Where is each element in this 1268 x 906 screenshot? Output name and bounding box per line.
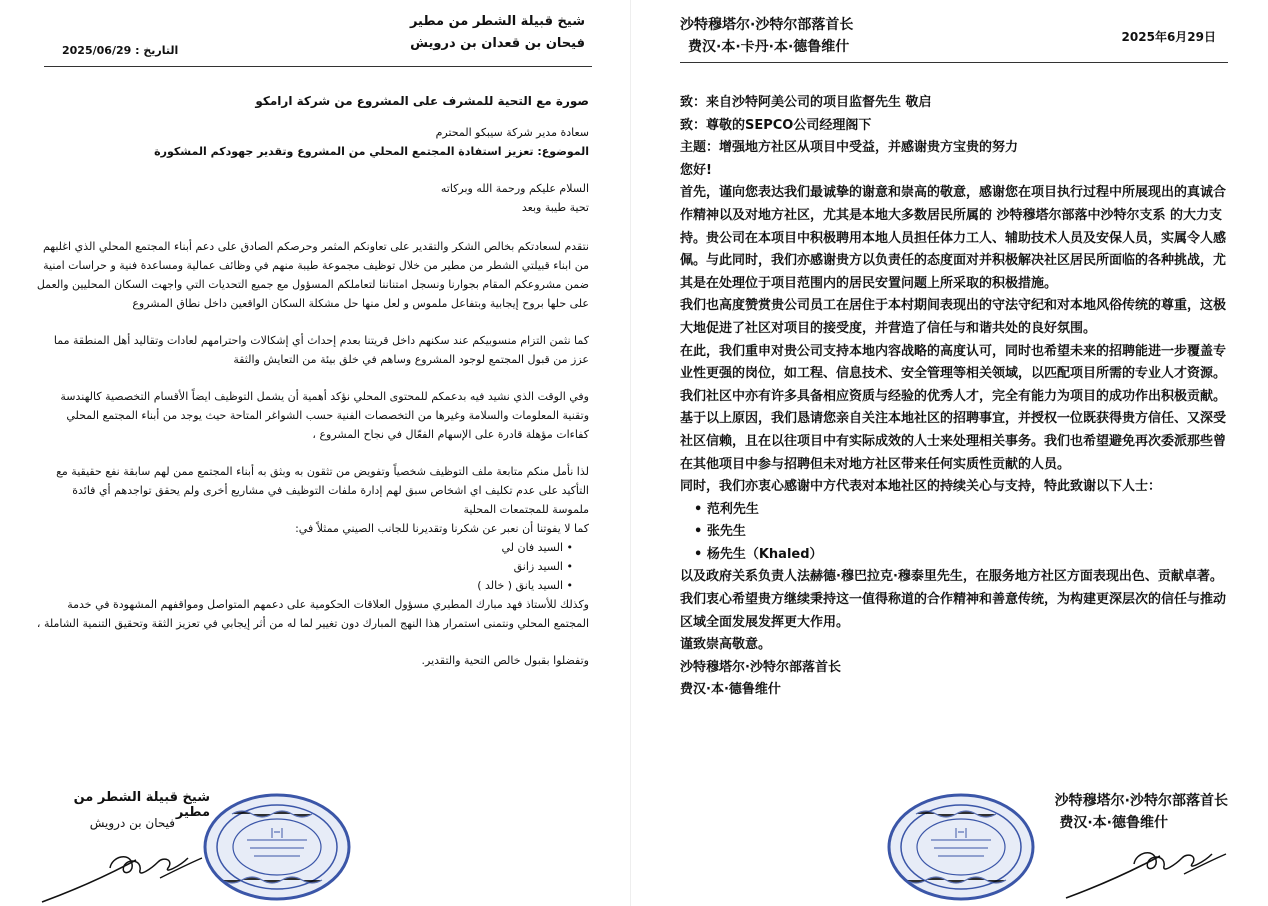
thanks-list	[34, 538, 589, 595]
signature-title: 沙特穆塔尔·沙特尔部落首长	[1054, 793, 1228, 809]
chinese-letter-page	[640, 0, 1268, 906]
header-name-line2: فيحان بن قعدان بن درويش	[410, 36, 585, 51]
addressee: سعادة مدير شركة سيبكو المحترم	[435, 126, 589, 139]
list-item: • 范利先生	[694, 499, 1230, 522]
paragraph-4: 基于以上原因，我们恳请您亲自关注本地社区的招聘事宜，并授权一位既获得贵方信任、又深受社区信赖，且在以往项目中有实际成效的人士来处理相关事务。我们也希望避免再次委派那些曾在其他项目中参与招聘但未对地方社区带来任何实质性贡献的人员。	[680, 411, 1227, 472]
subject: الموضوع: تعزيز استفادة المجتمع المحلي من المشروع وتقدير جهودكم المشكورة	[154, 145, 589, 158]
header-rule	[680, 62, 1228, 63]
official-stamp	[886, 792, 1036, 902]
paragraph-5: 同时，我们亦衷心感谢中方代表对本地社区的持续关心与支持，特此致谢以下人士：	[680, 479, 1162, 495]
header-name-line1: شيخ قبيلة الشطر من مطير	[409, 14, 585, 29]
paragraph-1: 首先，谨向您表达我们最诚挚的谢意和崇高的敬意，感谢您在项目执行过程中所展现出的真诚合作精神以及对地方社区，尤其是本地大多数居民所属的 沙特穆塔尔部落中沙特尔支系 的大力支持。贵公司在本项目中积极聘用本地人员担任体力工人、辅助技术人员及安保人员，实属令人感佩。与此同时，我们亦感谢贵方以负责任的态度面对并积极解决社区居民所面临的各种挑战，尤其是在处理位于项目范围内的居民安置问题上所采取的积极措施。	[680, 185, 1227, 291]
letter-body	[34, 92, 589, 670]
paragraph-6: وكذلك للأستاذ فهد مبارك المطيري مسؤول العلاقات الحكومية على دعمهم المتواصل ومواقفهم المشهودة في خدمة المجتمع المحلي ونتمنى استمرار هذا النهج المبارك دون تغيير لما له من أثر إيجابي في تعزيز الثقة وتحقيق التنمية الشاملة ،	[36, 598, 589, 630]
paragraph-4: لذا نأمل منكم متابعة ملف التوظيف شخصياً وتفويض من تثقون به وبثق به أبناء المجتمع ممن لهم سابقة نفع حقيقية مع التأكيد على عدم تكليف اي اشخاص سبق لهم إدارة ملفات التوظيف في مشاريع أخرى ولم يحقق تواجدهم أي فائدة ملموسة للمجتمعات المحلية	[56, 465, 589, 516]
letter-body	[680, 92, 1230, 702]
paragraph-1: نتقدم لسعادتكم بخالص الشكر والتقدير على تعاونكم المثمر وحرصكم الصادق على دعم أبناء المجتمع المحلي الذي اغلبهم من ابناء قبيلتي الشطر من مطير من خلال توظيف مجموعة طيبة منهم في وظائف عمالية ومساعدة فنية و حراسات امنية ضمن مشروعكم المقام بجوارنا ونسجل امتناننا لتعاملكم المسؤول مع جميع التحديات التي واجهت السكان المحليين والعمل على حلها بروح إيجابية وبتفاعل ملموس و لعل منها حل مشكلة السكان الواقعين داخل نطاق المشروع	[36, 240, 589, 310]
paragraph-5: كما لا يفوتنا أن نعبر عن شكرنا وتقديرنا للجانب الصيني ممثلاً في:	[295, 522, 589, 535]
signature-title: شيخ قبيلة الشطر من مطير	[73, 790, 210, 820]
to-line-2: 致：尊敬的SEPCO公司经理阁下	[680, 117, 872, 133]
paragraph-6: 以及政府关系负责人法赫德·穆巴拉克·穆泰里先生，在服务地方社区方面表现出色、贡献卓著。我们衷心希望贵方继续秉持这一值得称道的合作精神和善意传统，为构建更深层次的信任与推动区域全面发展发挥更大作用。	[680, 569, 1227, 630]
closing: 谨致崇高敬意。	[680, 637, 772, 653]
thanks-list	[680, 499, 1230, 567]
signature-name: فيحان بن درويش	[89, 816, 175, 830]
closing-sign-name: 费汉·本·德鲁维什	[680, 682, 781, 698]
closing-sign-title: 沙特穆塔尔·沙特尔部落首长	[680, 659, 841, 675]
header-title: 沙特穆塔尔·沙特尔部落首长	[680, 17, 854, 33]
arabic-letter-page	[0, 0, 625, 906]
handwritten-signature	[40, 838, 210, 906]
list-item: • السيد فان لي	[34, 538, 573, 557]
subject: 主题：增强地方社区从项目中受益，并感谢贵方宝贵的努力	[680, 140, 1019, 156]
to-line-1: 致：来自沙特阿美公司的项目监督先生 敬启	[680, 95, 932, 110]
paragraph-3: وفي الوقت الذي نشيد فيه بدعمكم للمحتوى المحلي نؤكد أهمية أن يشمل التوظيف ايضاً الأقسام التخصصية كالهندسة وتقنية المعلومات والسلامة وغيرها من التخصصات الفنية حسب الشواغر المتاحة حيث يوجد من أبناء المجتمع المحلي كفاءات مؤهلة قادرة على الإسهام الفعّال في نجاح المشروع ،	[60, 390, 589, 441]
list-item: • السيد يانق ( خالد )	[34, 576, 573, 595]
header-rule	[44, 66, 592, 67]
paragraph-2: 我们也高度赞赏贵公司员工在居住于本村期间表现出的守法守纪和对本地风俗传统的尊重，这极大地促进了社区对项目的接受度，并营造了信任与和谐共处的良好氛围。	[680, 298, 1227, 336]
official-stamp	[202, 792, 352, 902]
greeting: 您好!	[680, 162, 712, 178]
handwritten-signature	[1064, 830, 1234, 902]
header-date: 2025年6月29日	[1121, 30, 1216, 44]
greeting-1: السلام عليكم ورحمة الله وبركاته	[440, 182, 589, 195]
list-item: • السيد زانق	[34, 557, 573, 576]
paragraph-3: 在此，我们重申对贵公司支持本地内容战略的高度认可，同时也希望未来的招聘能进一步覆盖专业性更强的岗位，如工程、信息技术、安全管理等相关领域，以匹配项目所需的专业人才资源。我们社区中亦有许多具备相应资质与经验的优秀人才，完全有能力为项目的成功作出积极贡献。	[680, 343, 1227, 404]
paragraph-2: كما نثمن التزام منسوبيكم عند سكنهم داخل قريتنا بعدم إحداث أي إشكالات واحترامهم لعادات وتقاليد أهل المنطقة مما عزز من قبول المجتمع لوجود المشروع وساهم في خلق بيئة من التعايش والثقة	[53, 334, 589, 366]
page-divider	[630, 0, 631, 906]
signature-name: 费汉·本·德鲁维什	[1059, 815, 1168, 831]
closing: وتفضلوا بقبول خالص التحية والتقدير.	[421, 654, 589, 667]
header-date: التاريخ : 2025/06/29	[62, 44, 179, 57]
header-name: 费汉·本·卡丹·本·德鲁维什	[688, 39, 850, 55]
cc-line: صورة مع التحية للمشرف على المشروع من شركة ارامكو	[255, 94, 589, 108]
list-item: • 张先生	[694, 521, 1230, 544]
list-item: • 杨先生（Khaled）	[694, 544, 1230, 567]
greeting-2: تحية طيبة وبعد	[521, 201, 589, 214]
